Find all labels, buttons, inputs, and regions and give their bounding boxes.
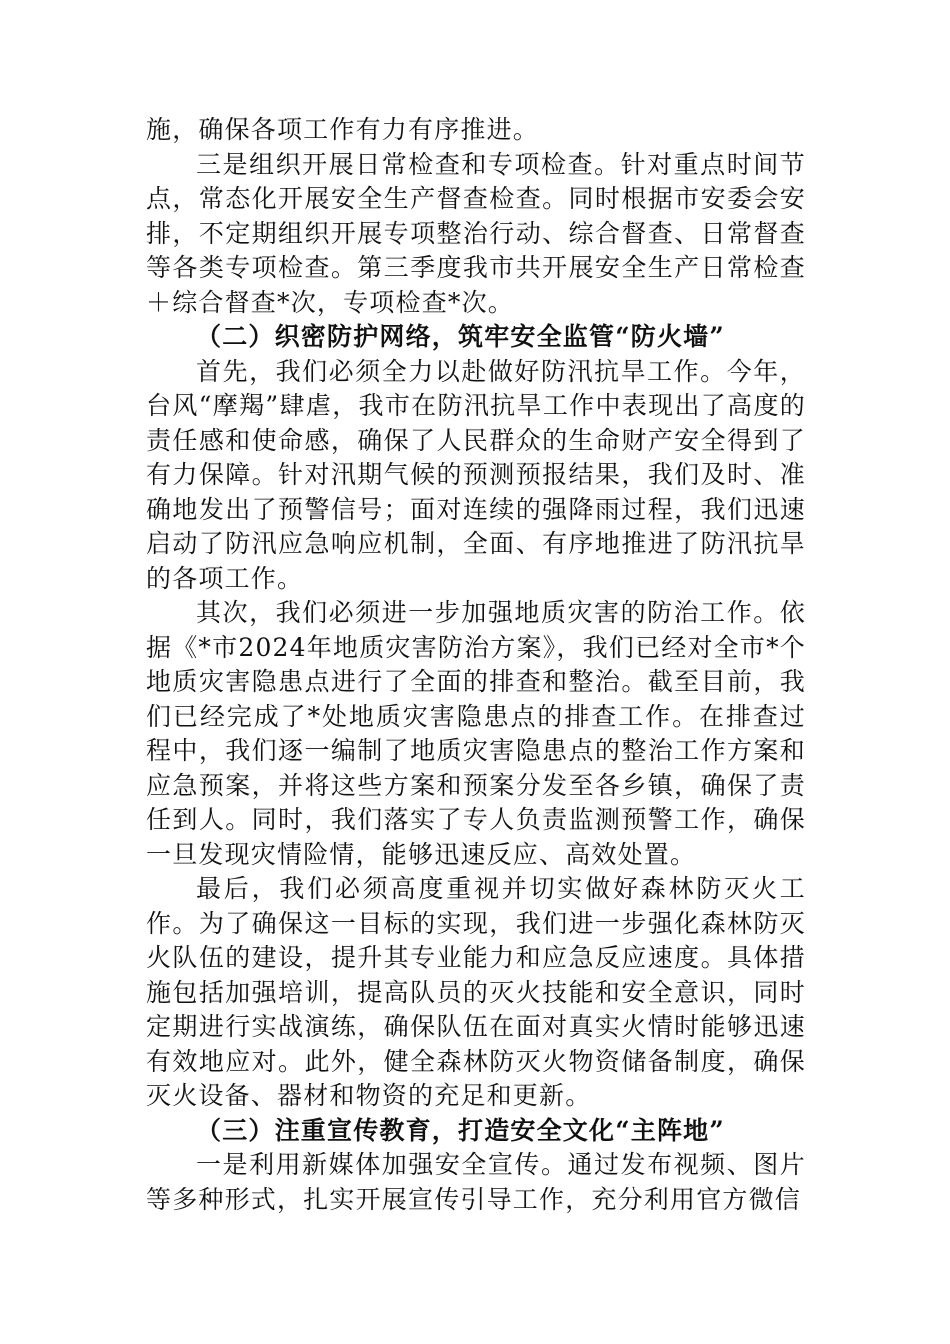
paragraph-inspections: 三是组织开展日常检查和专项检查。针对重点时间节点，常态化开展安全生产督查检查。同时根据市安委会安排，不定期组织开展专项整治行动、综合督查、日常督查等各类专项检查。第三季度我市共开展安全生产日常检查＋综合督查*次，专项检查*次。 — [146, 149, 806, 317]
paragraph-new-media: 一是利用新媒体加强安全宣传。通过发布视频、图片等多种形式，扎实开展宣传引导工作，充分利用官方微信 — [146, 1150, 806, 1214]
paragraph-continuation: 施，确保各项工作有力有序推进。 — [146, 115, 540, 144]
paragraph-flood-control: 首先，我们必须全力以赴做好防汛抗旱工作。今年，台风“摩羯”肆虐，我市在防汛抗旱工作中表现出了高度的责任感和使命感，确保了人民群众的生命财产安全得到了有力保障。针对汛期气候的预测预报结果，我们及时、准确地发出了预警信号；面对连续的强降雨过程，我们迅速启动了防汛应急响应机制，全面、有序地推进了防汛抗旱的各项工作。 — [146, 356, 806, 593]
paragraph-geological-hazards: 其次，我们必须进一步加强地质灾害的防治工作。依据《*市2024年地质灾害防治方案》，我们已经对全市*个地质灾害隐患点进行了全面的排查和整治。截至目前，我们已经完成了*处地质灾害隐患点的排查工作。在排查过程中，我们逐一编制了地质灾害隐患点的整治工作方案和应急预案，并将这些方案和预案分发至各乡镇，确保了责任到人。同时，我们落实了专人负责监测预警工作，确保一旦发现灾情险情，能够迅速反应、高效处置。 — [146, 598, 806, 869]
section-heading-three: （三）注重宣传教育，打造安全文化“主阵地” — [196, 1115, 725, 1145]
document-body — [146, 113, 806, 1217]
paragraph-forest-fire: 最后，我们必须高度重视并切实做好森林防灭火工作。为了确保这一目标的实现，我们进一步强化森林防灭火队伍的建设，提升其专业能力和应急反应速度。具体措施包括加强培训，提高队员的灭火技能和安全意识，同时定期进行实战演练，确保队伍在面对真实火情时能够迅速有效地应对。此外，健全森林防灭火物资储备制度，确保灭火设备、器材和物资的充足和更新。 — [146, 874, 806, 1110]
section-heading-two: （二）织密防护网络，筑牢安全监管“防火墙” — [196, 322, 725, 351]
